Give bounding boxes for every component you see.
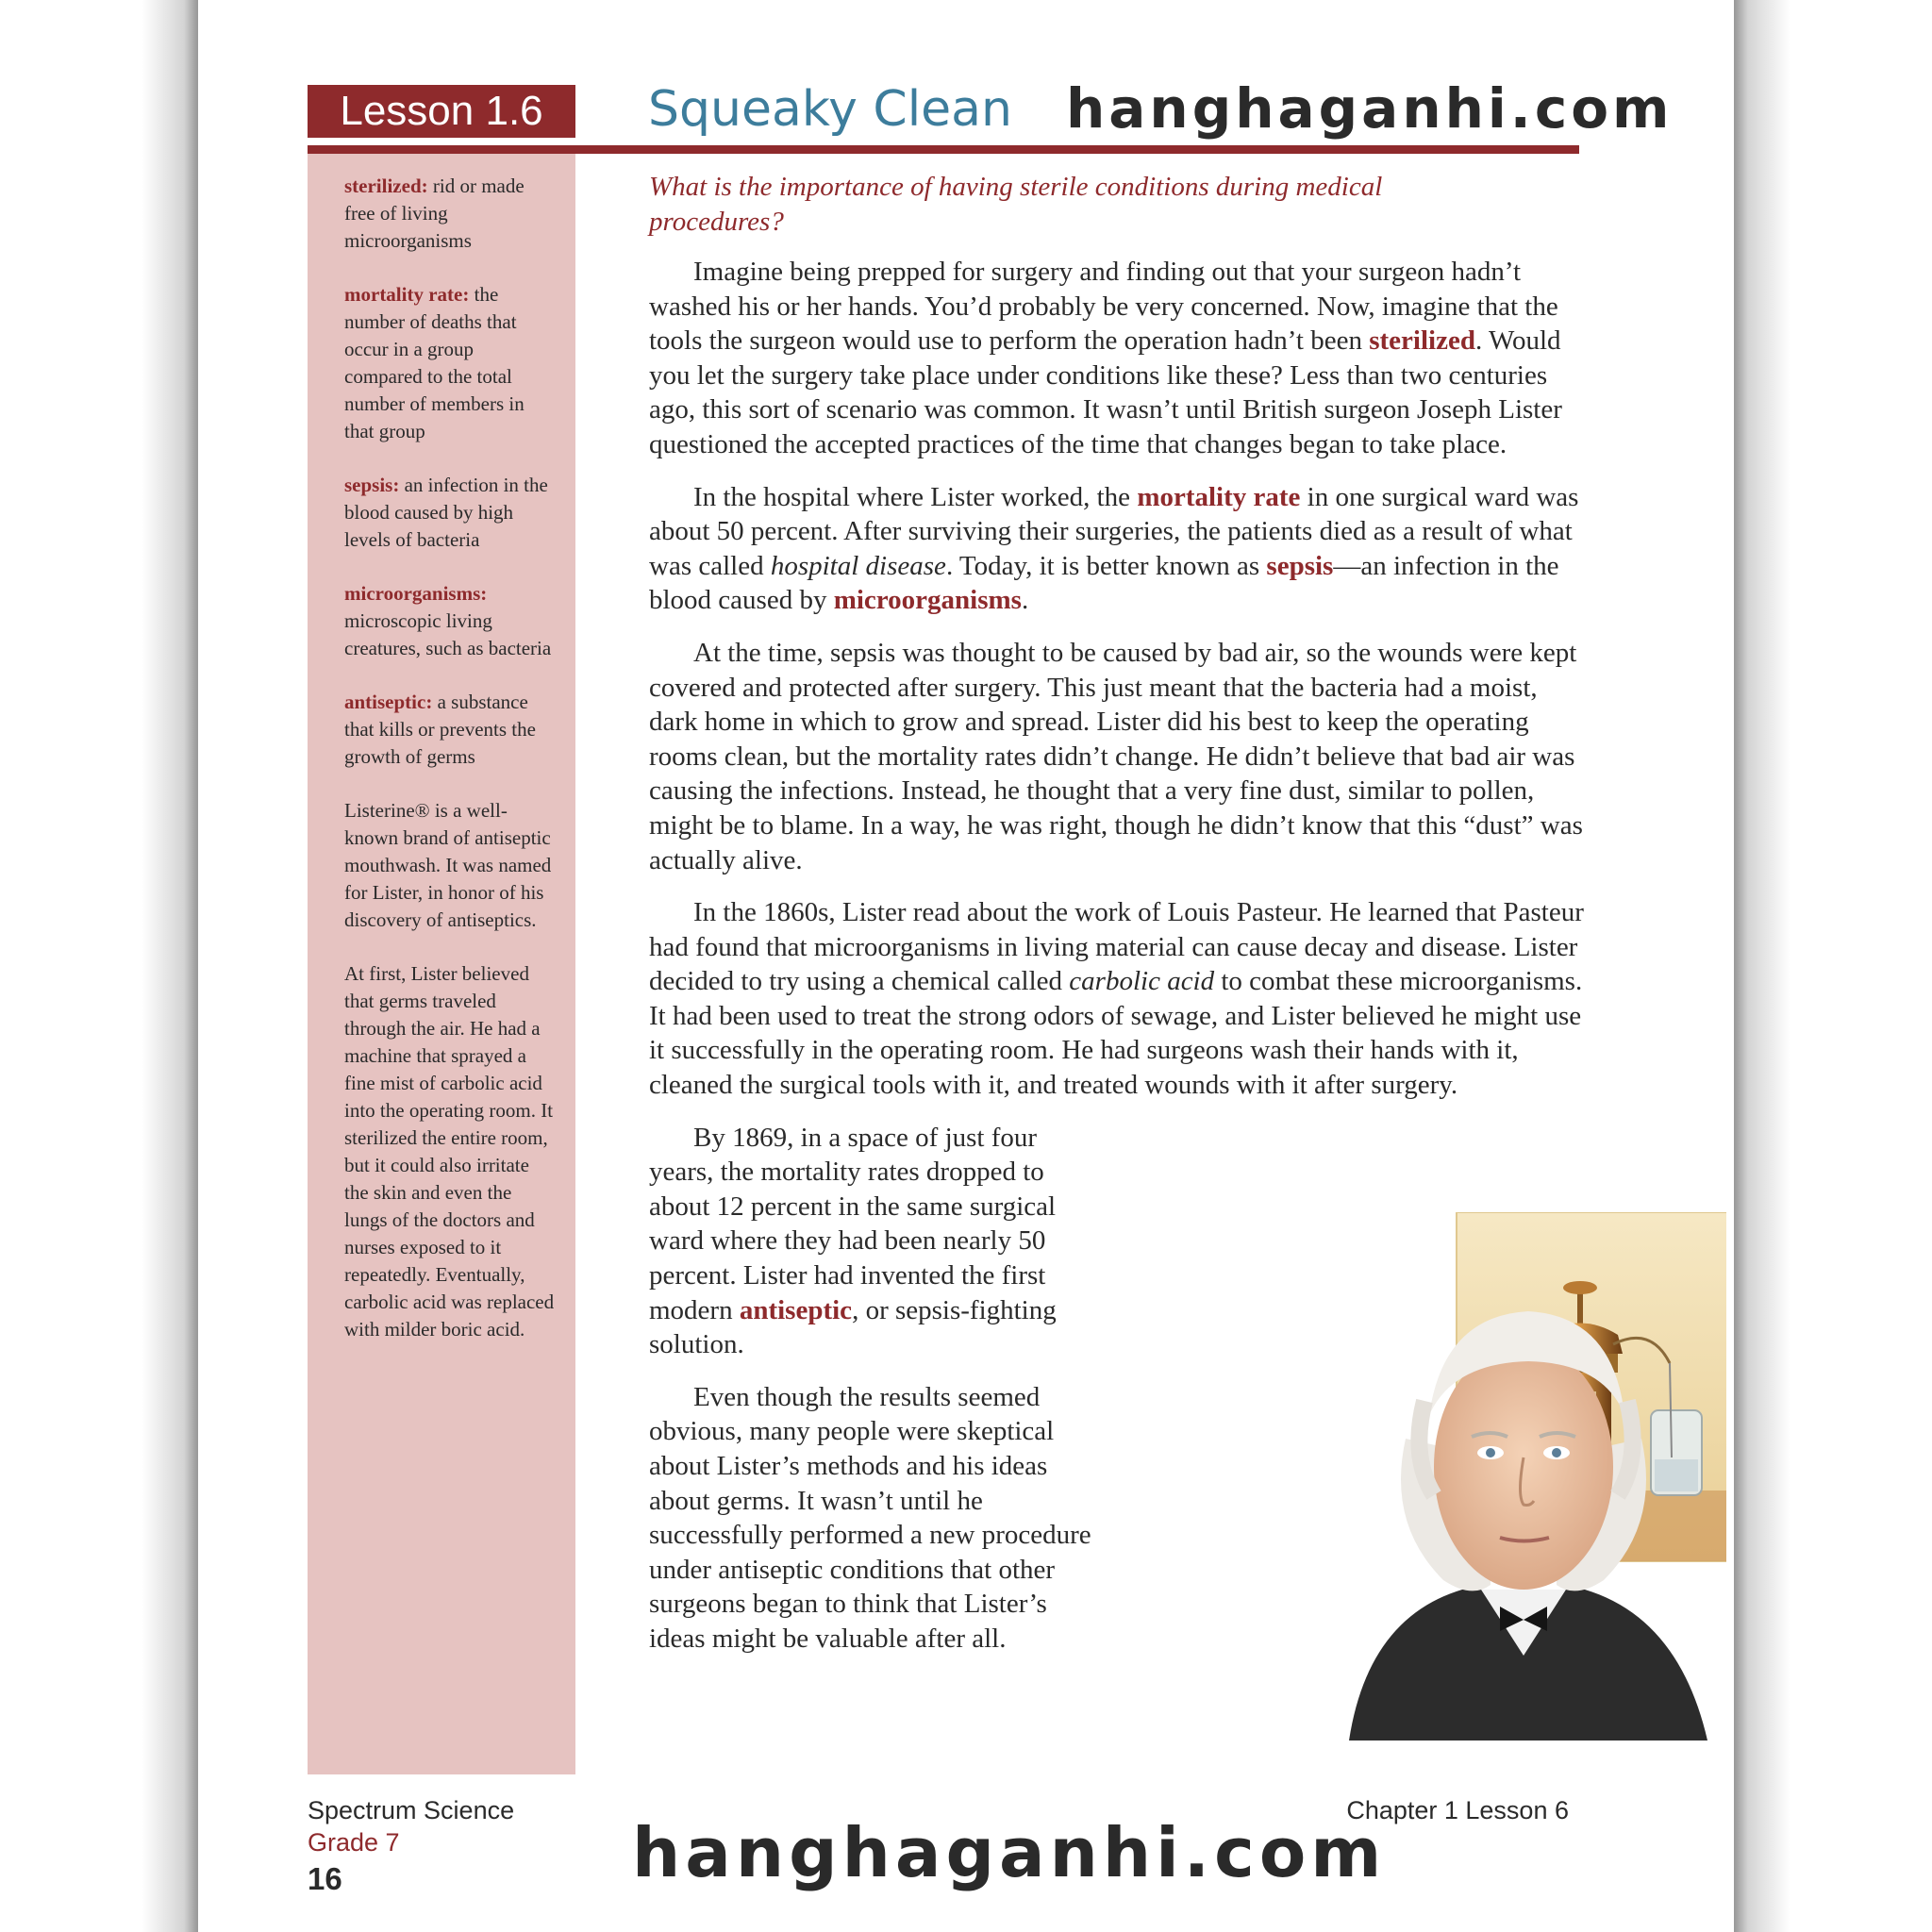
keyword-sepsis: sepsis (1266, 550, 1334, 581)
vocab-entry-mortality-rate (344, 281, 555, 445)
vocab-term: mortality rate: (344, 283, 470, 306)
text-run: . Would you let the surgery take place under conditions like these? Less than two centuries ago, this sort of scenario was common. It wasn’t until British surgeon Joseph Lister questioned the accepted practices of the time that changes began to take place. (649, 325, 1562, 459)
lesson-title: Squeaky Clean (648, 81, 1012, 138)
vocab-definition: microscopic living creatures, such as bacteria (344, 609, 552, 659)
page-shadow-right (1734, 0, 1932, 1932)
header-rule (308, 145, 1579, 154)
vocab-term: sepsis: (344, 474, 400, 496)
paragraph-6: Even though the results seemed obvious, many people were skeptical about Lister’s methods and his ideas about germs. It wasn’t until he successfully performed a new procedure under antiseptic conditions that other surgeons began to think that Lister’s ideas might be valuable after all. (649, 1381, 1091, 1654)
text-run: In the 1860s, Lister read about the work of Louis Pasteur. He learned that Pasteur had found that microorganisms in living material can cause decay and disease. Lister decided to try using a chemical called (649, 897, 1584, 997)
footer-left (308, 1794, 514, 1900)
keyword-antiseptic: antiseptic (739, 1294, 853, 1325)
vocab-entry-sepsis (344, 472, 555, 554)
watermark-top: hanghaganhi.com (1066, 76, 1674, 141)
vocabulary-sidebar (308, 154, 575, 1774)
chapter-lesson-label: Chapter 1 Lesson 6 (1346, 1796, 1569, 1824)
page-number: 16 (308, 1861, 342, 1896)
page-shadow-left (0, 0, 198, 1932)
text-run: , or sepsis-fighting solution. (649, 1294, 1057, 1360)
text-run: By 1869, in a space of just four years, the mortality rates dropped to about 12 percent in the same surgical ward where they had been nearly 50 percent. Lister had invented the first modern (649, 1122, 1057, 1325)
paragraph-3: At the time, sepsis was thought to be caused by bad air, so the wounds were kept covered and protected after surgery. This just meant that the bacteria had a moist, dark home in which to grow and spread. Lister did his best to keep the operating rooms clean, but the mortality rates didn’t change. He didn’t believe that bad air was causing the infections. Instead, he thought that a very fine dust, similar to pollen, might be to blame. In a way, he was right, though he didn’t know that this “dust” was actually alive. (649, 637, 1583, 875)
vocab-definition: rid or made free of living microorganisms (344, 175, 525, 252)
paragraph-1 (649, 255, 1592, 462)
keyword-mortality-rate: mortality rate (1137, 481, 1301, 512)
text-run: . Today, it is better known as (945, 550, 1267, 581)
text-run: . (1021, 585, 1029, 616)
grade-label: Grade 7 (308, 1828, 400, 1857)
sidebar-note-listerine: Listerine® is a well-known brand of antiseptic mouthwash. It was named for Lister, in honor of his discovery of antiseptics. (344, 799, 552, 931)
vocab-term: sterilized: (344, 175, 428, 197)
text-run: to combat these microorganisms. It had been used to treat the strong odors of sewage, and Lister believed he might use it successfully in the operating room. He had surgeons wash their hands with it, cleaned the surgical tools with it, and treated wounds with it after surgery. (649, 966, 1583, 1101)
text-run: Imagine being prepped for surgery and finding out that your surgeon hadn’t washed his or her hands. You’d probably be very concerned. Now, imagine that the tools the surgeon would use to perform the operation hadn’t been (649, 257, 1558, 357)
essential-question: What is the importance of having sterile conditions during medical procedures? (649, 172, 1383, 237)
keyword-sterilized: sterilized (1369, 325, 1475, 357)
paragraph-2 (649, 480, 1592, 618)
lister-portrait-illustration (1330, 1212, 1726, 1769)
vocab-term: microorganisms: (344, 582, 488, 605)
keyword-microorganisms: microorganisms (833, 585, 1022, 616)
page (198, 0, 1734, 1932)
watermark-bottom: hanghaganhi.com (632, 1813, 1387, 1892)
vocab-definition: an infection in the blood caused by high levels of bacteria (344, 474, 548, 551)
vocab-entry-microorganisms (344, 580, 555, 662)
text-run: In the hospital where Lister worked, the (693, 481, 1138, 512)
vocab-definition: the number of deaths that occur in a group compared to the total number of members in that group (344, 283, 525, 442)
paragraph-4 (649, 895, 1592, 1103)
vocab-entry-antiseptic (344, 689, 555, 771)
italic-term: hospital disease (770, 550, 946, 581)
sidebar-note-carbolic-spray: At first, Lister believed that germs traveled through the air. He had a machine that sprayed a fine mist of carbolic acid into the operating room. It sterilized the entire room, but it could also irritate the skin and even the lungs of the doctors and nurses exposed to it repeatedly. Eventually, carbolic acid was replaced with milder boric acid. (344, 962, 555, 1341)
vocab-term: antiseptic: (344, 691, 433, 713)
text-run: —an infection in the blood caused by (649, 550, 1559, 616)
lesson-badge: Lesson 1.6 (308, 85, 575, 138)
vocab-definition: a substance that kills or prevents the growth of germs (344, 691, 536, 768)
vocab-entry-sterilized (344, 173, 555, 255)
paragraph-5 (649, 1121, 1092, 1362)
text-run: in one surgical ward was about 50 percent. After surviving their surgeries, the patients died as a result of what was called (649, 481, 1579, 581)
series-name: Spectrum Science (308, 1796, 515, 1824)
italic-term: carbolic acid (1069, 966, 1215, 997)
